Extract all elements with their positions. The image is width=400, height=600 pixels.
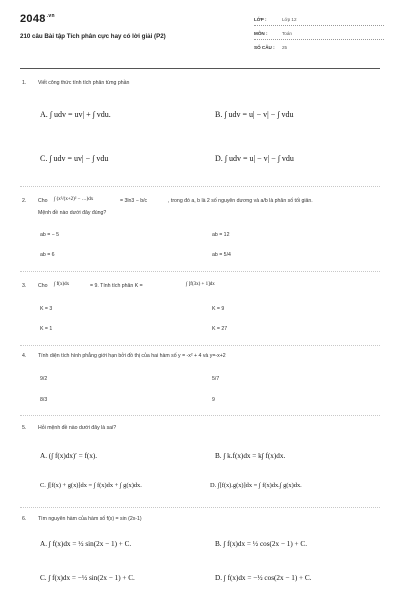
meta-class-value: Lớp 12 — [282, 17, 297, 22]
option-d[interactable]: ab = 5/4 — [212, 252, 231, 258]
option-b[interactable] — [215, 540, 307, 548]
site-logo[interactable] — [20, 13, 55, 25]
question-text-start: Cho — [38, 283, 48, 289]
meta-subject-key: MÔN : — [254, 31, 268, 36]
option-c[interactable]: ab = 6 — [40, 252, 55, 258]
option-a[interactable] — [40, 110, 111, 119]
option-b[interactable]: ab = 12 — [212, 232, 230, 238]
meta-class-key: LỚP : — [254, 17, 267, 22]
option-c[interactable] — [40, 482, 142, 489]
header-rule — [20, 68, 380, 69]
option-c[interactable]: 8/3 — [40, 397, 48, 403]
question-text-start: Cho — [38, 198, 48, 204]
option-label: B. — [215, 540, 222, 548]
option-expr: ∫ udv = uv| + ∫ vdu. — [49, 110, 111, 119]
option-c[interactable] — [40, 574, 135, 582]
option-expr: ∫[f(x) + g(x)]dx = ∫ f(x)dx + ∫ g(x)dx. — [47, 482, 142, 489]
option-a[interactable]: K = 3 — [40, 306, 53, 312]
question-number: 6. — [22, 516, 27, 522]
option-d[interactable] — [215, 154, 294, 163]
option-expr: ∫ udv = u| − v| − ∫ vdu — [224, 154, 294, 163]
option-label: A. — [40, 452, 47, 460]
question-text-mid: = 9. Tính tích phân K = — [90, 283, 143, 289]
option-d[interactable]: 9 — [212, 397, 215, 403]
option-b[interactable] — [215, 452, 285, 460]
logo-text: 2048 — [20, 13, 46, 25]
question-text-end: , trong đó a, b là 2 số nguyên dương và a/b là phân số tối giản. — [168, 198, 313, 204]
question-divider — [20, 345, 380, 346]
question-number: 4. — [22, 353, 27, 359]
option-d[interactable] — [210, 482, 302, 489]
option-a[interactable]: 9/2 — [40, 376, 48, 382]
meta-count-key: SỐ CÂU : — [254, 45, 275, 50]
option-label: C. — [40, 482, 46, 489]
meta-count-value: 25 — [282, 45, 288, 50]
option-b[interactable] — [215, 110, 293, 119]
option-label: C. — [40, 154, 48, 163]
question-number: 5. — [22, 425, 27, 431]
question-text-mid: = 3ln3 − b/c — [120, 198, 148, 204]
option-c[interactable] — [40, 154, 108, 163]
option-expr: ∫ f(x)dx = −½ cos(2x − 1) + C. — [223, 574, 312, 582]
meta-divider — [254, 25, 384, 26]
option-d[interactable] — [215, 574, 311, 582]
document-title: 210 câu Bài tập Tích phân cực hay có lời giải (P2) — [20, 33, 166, 40]
option-label: B. — [215, 110, 223, 119]
option-b[interactable]: K = 9 — [212, 306, 225, 312]
page-header — [0, 0, 400, 62]
option-label: D. — [210, 482, 217, 489]
question-text: Hỏi mệnh đề nào dưới đây là sai? — [38, 425, 117, 431]
option-label: A. — [40, 540, 47, 548]
integral-expression: ∫ f(x)dx — [54, 282, 70, 287]
question-text: Tìm nguyên hàm của hàm số f(x) = sin (2x-1) — [38, 516, 142, 522]
question-text: Tính diện tích hình phẳng giới hạn bởi đồ thị của hai hàm số y = -x² + 4 và y=-x+2 — [38, 353, 226, 359]
question-text-line2: Mệnh đề nào dưới đây đúng? — [38, 210, 107, 216]
option-expr: ∫ udv = u| − v| − ∫ vdu — [224, 110, 294, 119]
question-number: 1. — [22, 80, 27, 86]
option-expr: ∫ f(x)dx = −½ sin(2x − 1) + C. — [48, 574, 135, 582]
option-label: D. — [215, 154, 223, 163]
option-a[interactable]: ab = − 5 — [40, 232, 60, 238]
meta-subject-value: Toán — [282, 31, 292, 36]
question-divider — [20, 507, 380, 508]
option-b[interactable]: 5/7 — [212, 376, 220, 382]
question-divider — [20, 415, 380, 416]
option-expr: ∫ udv = uv| − ∫ vdu — [49, 154, 109, 163]
option-a[interactable] — [40, 452, 97, 460]
integral-expression: ∫ (x²/(x+2)² − …)dx — [54, 197, 94, 202]
meta-divider — [254, 39, 384, 40]
option-label: D. — [215, 574, 222, 582]
question-divider — [20, 186, 380, 187]
option-expr: ∫[f(x).g(x)]dx = ∫ f(x)dx.∫ g(x)dx. — [217, 482, 302, 489]
option-expr: ∫ k.f(x)dx = k∫ f(x)dx. — [223, 452, 286, 460]
question-text: Viết công thức tính tích phân từng phần — [38, 80, 130, 86]
option-a[interactable] — [40, 540, 131, 548]
question-divider — [20, 271, 380, 272]
option-label: B. — [215, 452, 222, 460]
option-expr: ∫ f(x)dx = ½ sin(2x − 1) + C. — [48, 540, 132, 548]
option-d[interactable]: K = 27 — [212, 326, 228, 332]
option-expr: (∫ f(x)dx)′ = f(x). — [48, 452, 98, 460]
option-label: C. — [40, 574, 47, 582]
logo-suffix: .vn — [46, 13, 55, 20]
option-c[interactable]: K = 1 — [40, 326, 53, 332]
question-number: 3. — [22, 283, 27, 289]
question-number: 2. — [22, 198, 27, 204]
option-expr: ∫ f(x)dx = ½ cos(2x − 1) + C. — [223, 540, 307, 548]
integral-expression-k: ∫ [f(3x) + 1]dx — [186, 282, 215, 287]
option-label: A. — [40, 110, 48, 119]
